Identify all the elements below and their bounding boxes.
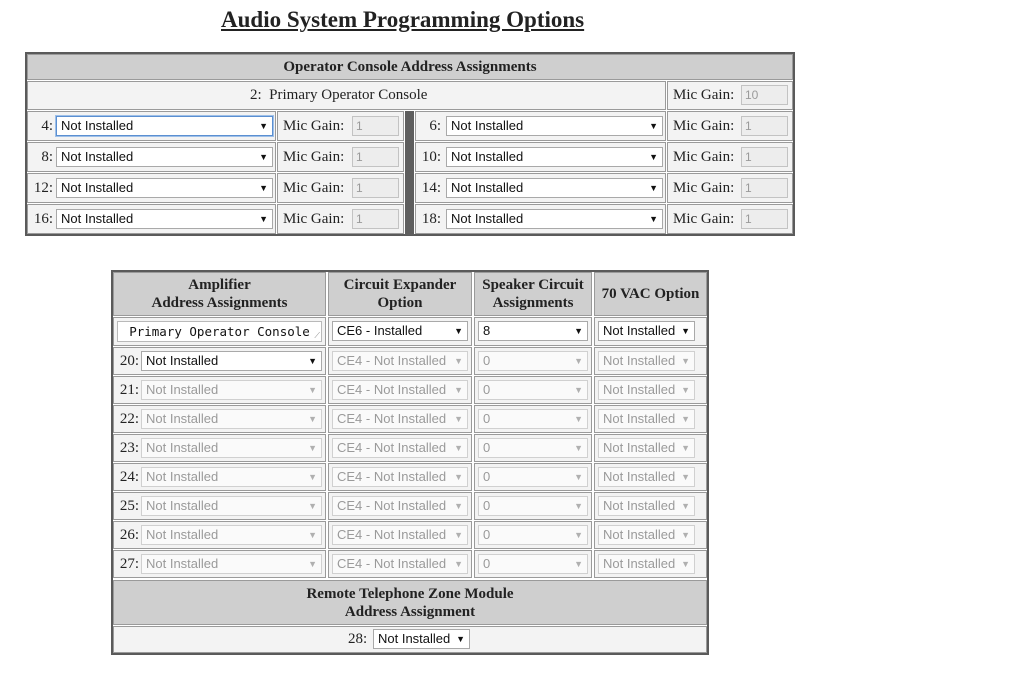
primary-console-amp-field[interactable] xyxy=(117,321,322,342)
speaker-select-primary[interactable] xyxy=(478,321,588,341)
mic-gain-label: Mic Gain: xyxy=(673,211,735,227)
rtzm-header: Remote Telephone Zone Module Address Assignment xyxy=(113,580,707,625)
amp-select-value: Not Installed xyxy=(146,411,219,426)
dropdown-arrow-icon: ▼ xyxy=(259,121,268,131)
vac-select-value: Not Installed xyxy=(603,353,676,368)
rtzm-select[interactable] xyxy=(373,629,470,649)
mic-gain-field[interactable]: 1 xyxy=(352,178,399,198)
dropdown-arrow-icon: ▼ xyxy=(574,530,583,540)
mic-gain-field[interactable]: 1 xyxy=(741,209,788,229)
console-address-label: 6: xyxy=(429,118,441,134)
ce-header: Circuit Expander Option xyxy=(328,272,472,316)
vac-select[interactable] xyxy=(598,525,695,545)
amp-select-value: Not Installed xyxy=(146,440,219,455)
dropdown-arrow-icon: ▼ xyxy=(454,326,463,336)
console-select[interactable] xyxy=(446,116,663,136)
mic-gain-field[interactable]: 1 xyxy=(352,209,399,229)
amp-select[interactable] xyxy=(141,554,322,574)
dropdown-arrow-icon: ▼ xyxy=(574,385,583,395)
ce-select[interactable] xyxy=(332,409,468,429)
mic-gain-label: Mic Gain: xyxy=(283,211,345,227)
speaker-select-value: 0 xyxy=(483,411,491,426)
speaker-header: Speaker Circuit Assignments xyxy=(474,272,592,316)
console-select-value: Not Installed xyxy=(451,118,524,133)
dropdown-arrow-icon: ▼ xyxy=(649,121,658,131)
ce-select-value: CE4 - Not Installed xyxy=(337,556,447,571)
primary-mic-gain-field[interactable]: 10 xyxy=(741,85,788,105)
dropdown-arrow-icon: ▼ xyxy=(454,530,463,540)
dropdown-arrow-icon: ▼ xyxy=(259,214,268,224)
dropdown-arrow-icon: ▼ xyxy=(454,559,463,569)
console-select[interactable] xyxy=(56,178,273,198)
dropdown-arrow-icon: ▼ xyxy=(308,472,317,482)
ce-select-value: CE4 - Not Installed xyxy=(337,527,447,542)
speaker-select[interactable] xyxy=(478,467,588,487)
vac-select-value: Not Installed xyxy=(603,411,676,426)
mic-gain-field[interactable]: 1 xyxy=(741,178,788,198)
console-select-value: Not Installed xyxy=(451,180,524,195)
amp-select[interactable] xyxy=(141,467,322,487)
console-select-value: Not Installed xyxy=(451,149,524,164)
ce-select[interactable] xyxy=(332,380,468,400)
vac-select-primary-value: Not Installed xyxy=(603,323,676,338)
speaker-select-value: 0 xyxy=(483,353,491,368)
vac-select-value: Not Installed xyxy=(603,556,676,571)
ce-select-value: CE4 - Not Installed xyxy=(337,411,447,426)
vac-select[interactable] xyxy=(598,554,695,574)
vac-select[interactable] xyxy=(598,409,695,429)
dropdown-arrow-icon: ▼ xyxy=(574,501,583,511)
amp-select-value: Not Installed xyxy=(146,469,219,484)
amp-address-label: 25: xyxy=(119,498,139,514)
mic-gain-label: Mic Gain: xyxy=(673,118,735,134)
dropdown-arrow-icon: ▼ xyxy=(681,472,690,482)
amp-address-label: 22: xyxy=(119,411,139,427)
dropdown-arrow-icon: ▼ xyxy=(574,326,583,336)
dropdown-arrow-icon: ▼ xyxy=(454,501,463,511)
amp-address-label: 26: xyxy=(119,527,139,543)
dropdown-arrow-icon: ▼ xyxy=(308,414,317,424)
dropdown-arrow-icon: ▼ xyxy=(681,559,690,569)
dropdown-arrow-icon: ▼ xyxy=(308,501,317,511)
column-separator xyxy=(405,111,414,235)
vac-select-value: Not Installed xyxy=(603,469,676,484)
ce-select-value: CE4 - Not Installed xyxy=(337,498,447,513)
dropdown-arrow-icon: ▼ xyxy=(456,634,465,644)
vac-header: 70 VAC Option xyxy=(594,272,707,316)
dropdown-arrow-icon: ▼ xyxy=(308,385,317,395)
dropdown-arrow-icon: ▼ xyxy=(454,414,463,424)
dropdown-arrow-icon: ▼ xyxy=(681,443,690,453)
ce-select-value: CE4 - Not Installed xyxy=(337,382,447,397)
vac-select-value: Not Installed xyxy=(603,527,676,542)
console-address-label: 10: xyxy=(421,149,441,165)
speaker-select[interactable] xyxy=(478,351,588,371)
page-title: Audio System Programming Options xyxy=(221,7,585,32)
ce-select[interactable] xyxy=(332,496,468,516)
dropdown-arrow-icon: ▼ xyxy=(454,356,463,366)
ce-select-primary[interactable] xyxy=(332,321,468,341)
dropdown-arrow-icon: ▼ xyxy=(454,385,463,395)
dropdown-arrow-icon: ▼ xyxy=(308,530,317,540)
amp-select[interactable] xyxy=(141,525,322,545)
speaker-select-value: 0 xyxy=(483,382,491,397)
dropdown-arrow-icon: ▼ xyxy=(308,443,317,453)
amp-select-value: Not Installed xyxy=(146,556,219,571)
console-address-label: 8: xyxy=(41,149,53,165)
dropdown-arrow-icon: ▼ xyxy=(649,183,658,193)
dropdown-arrow-icon: ▼ xyxy=(681,501,690,511)
mic-gain-label: Mic Gain: xyxy=(673,149,735,165)
vac-select[interactable] xyxy=(598,467,695,487)
ce-select[interactable] xyxy=(332,554,468,574)
dropdown-arrow-icon: ▼ xyxy=(681,356,690,366)
speaker-select[interactable] xyxy=(478,525,588,545)
mic-gain-label: Mic Gain: xyxy=(283,149,345,165)
amp-address-label: 21: xyxy=(119,382,139,398)
console-select-value: Not Installed xyxy=(61,180,134,195)
amp-select-value: Not Installed xyxy=(146,527,219,542)
console-select[interactable] xyxy=(446,178,663,198)
amp-select-value: Not Installed xyxy=(146,353,219,368)
mic-gain-field[interactable]: 1 xyxy=(352,116,399,136)
console-select-value: Not Installed xyxy=(451,211,524,226)
ce-select-primary-value: CE6 - Installed xyxy=(337,323,423,338)
resize-grip-icon[interactable]: ⟋ xyxy=(314,331,320,340)
dropdown-arrow-icon: ▼ xyxy=(649,152,658,162)
speaker-select-value: 0 xyxy=(483,498,491,513)
dropdown-arrow-icon: ▼ xyxy=(454,472,463,482)
ce-select-value: CE4 - Not Installed xyxy=(337,469,447,484)
mic-gain-field[interactable]: 1 xyxy=(741,147,788,167)
amp-select-value: Not Installed xyxy=(146,382,219,397)
dropdown-arrow-icon: ▼ xyxy=(681,385,690,395)
dropdown-arrow-icon: ▼ xyxy=(574,414,583,424)
primary-console-label: 2: Primary Operator Console xyxy=(250,87,428,103)
ce-select[interactable] xyxy=(332,438,468,458)
amp-select[interactable] xyxy=(141,438,322,458)
dropdown-arrow-icon: ▼ xyxy=(308,356,317,366)
mic-gain-label: Mic Gain: xyxy=(673,180,735,196)
ce-select[interactable] xyxy=(332,467,468,487)
ce-select[interactable] xyxy=(332,525,468,545)
console-address-label: 12: xyxy=(33,180,53,196)
amp-select[interactable] xyxy=(141,380,322,400)
vac-select-primary[interactable] xyxy=(598,321,695,341)
amp-address-label: 23: xyxy=(119,440,139,456)
dropdown-arrow-icon: ▼ xyxy=(681,414,690,424)
console-address-label: 18: xyxy=(421,211,441,227)
amp-address-label: 27: xyxy=(119,556,139,572)
dropdown-arrow-icon: ▼ xyxy=(649,214,658,224)
speaker-select-value: 0 xyxy=(483,556,491,571)
ce-select[interactable] xyxy=(332,351,468,371)
mic-gain-field[interactable]: 1 xyxy=(352,147,399,167)
speaker-select-value: 0 xyxy=(483,440,491,455)
mic-gain-label: Mic Gain: xyxy=(283,118,345,134)
speaker-select[interactable] xyxy=(478,409,588,429)
vac-select-value: Not Installed xyxy=(603,498,676,513)
speaker-select-value: 0 xyxy=(483,469,491,484)
amp-select[interactable] xyxy=(141,351,322,371)
mic-gain-label: Mic Gain: xyxy=(283,180,345,196)
console-select[interactable] xyxy=(446,209,663,229)
amp-select[interactable] xyxy=(141,409,322,429)
speaker-select[interactable] xyxy=(478,554,588,574)
console-select[interactable] xyxy=(446,147,663,167)
speaker-select[interactable] xyxy=(478,380,588,400)
vac-select[interactable] xyxy=(598,380,695,400)
vac-select-value: Not Installed xyxy=(603,440,676,455)
dropdown-arrow-icon: ▼ xyxy=(574,443,583,453)
vac-select-value: Not Installed xyxy=(603,382,676,397)
amp-select[interactable] xyxy=(141,496,322,516)
dropdown-arrow-icon: ▼ xyxy=(681,530,690,540)
console-select[interactable] xyxy=(56,147,273,167)
dropdown-arrow-icon: ▼ xyxy=(259,183,268,193)
primary-console-amp-value: Primary Operator Console xyxy=(129,324,310,339)
rtzm-address-label: 28: xyxy=(348,631,368,647)
console-select-value: Not Installed xyxy=(61,211,134,226)
dropdown-arrow-icon: ▼ xyxy=(574,559,583,569)
console-select-value: Not Installed xyxy=(61,118,134,133)
mic-gain-field[interactable]: 1 xyxy=(741,116,788,136)
dropdown-arrow-icon: ▼ xyxy=(259,152,268,162)
dropdown-arrow-icon: ▼ xyxy=(574,472,583,482)
ce-select-value: CE4 - Not Installed xyxy=(337,353,447,368)
speaker-select-primary-value: 8 xyxy=(483,323,491,338)
dropdown-arrow-icon: ▼ xyxy=(454,443,463,453)
amp-select-value: Not Installed xyxy=(146,498,219,513)
amp-header: Amplifier Address Assignments xyxy=(113,272,326,316)
amp-address-label: 24: xyxy=(119,469,139,485)
vac-select[interactable] xyxy=(598,496,695,516)
console-select[interactable] xyxy=(56,116,273,136)
speaker-select[interactable] xyxy=(478,496,588,516)
console-select[interactable] xyxy=(56,209,273,229)
amp-address-label: 20: xyxy=(119,353,139,369)
dropdown-arrow-icon: ▼ xyxy=(681,326,690,336)
console-address-label: 4: xyxy=(41,118,53,134)
console-address-label: 16: xyxy=(33,211,53,227)
vac-select[interactable] xyxy=(598,351,695,371)
primary-mic-gain-label: Mic Gain: xyxy=(673,87,735,103)
operator-console-header: Operator Console Address Assignments xyxy=(27,54,793,80)
speaker-select-value: 0 xyxy=(483,527,491,542)
console-select-value: Not Installed xyxy=(61,149,134,164)
dropdown-arrow-icon: ▼ xyxy=(308,559,317,569)
console-address-label: 14: xyxy=(421,180,441,196)
dropdown-arrow-icon: ▼ xyxy=(574,356,583,366)
ce-select-value: CE4 - Not Installed xyxy=(337,440,447,455)
rtzm-select-value: Not Installed xyxy=(378,631,451,646)
speaker-select[interactable] xyxy=(478,438,588,458)
vac-select[interactable] xyxy=(598,438,695,458)
